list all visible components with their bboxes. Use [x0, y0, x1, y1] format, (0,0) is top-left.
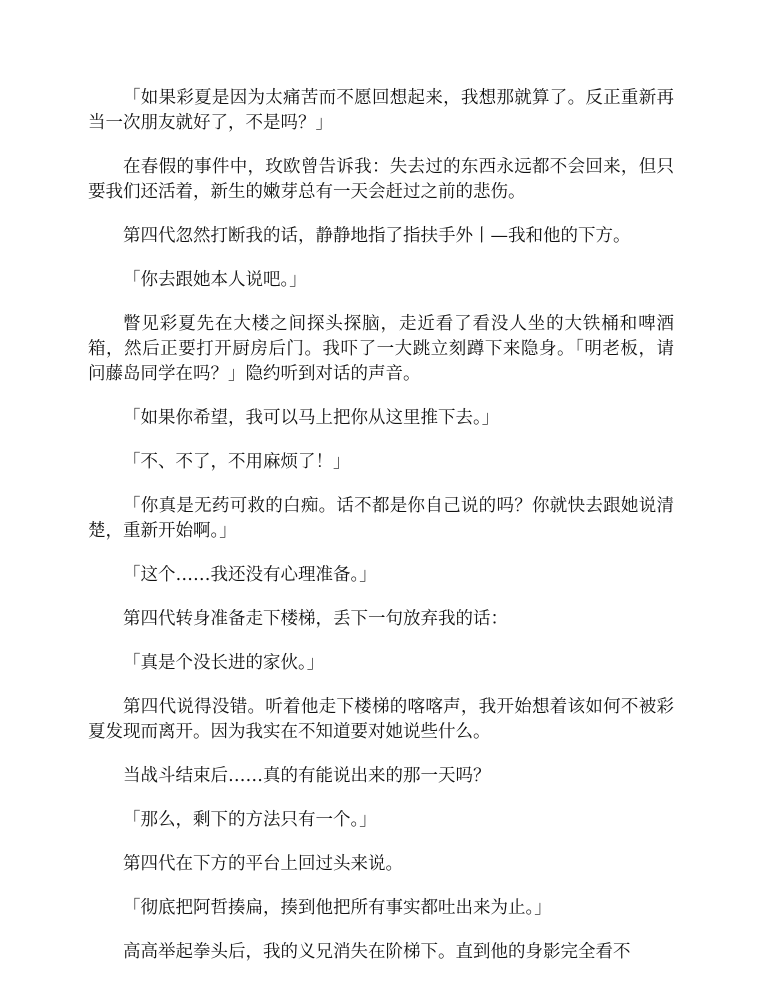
paragraph-16: 「彻底把阿哲揍扁，揍到他把所有事实都吐出来为止。」: [123, 898, 552, 918]
paragraph-12: 第四代说得没错。听着他走下楼梯的喀喀声，我开始想着该如何不被彩夏发现而离开。因为我实在不知道要对她说些什么。: [88, 697, 674, 742]
paragraph-17: 高高举起拳头后，我的义兄消失在阶梯下。直到他的身影完全看不: [123, 942, 631, 962]
page-body: [88, 86, 674, 984]
paragraph-14: 「那么，剩下的方法只有一个。」: [123, 810, 377, 830]
paragraph-11: 「真是个没长进的家伙。」: [123, 653, 325, 673]
paragraph-7: 「不、不了，不用麻烦了！」: [123, 452, 351, 472]
paragraph-9: 「这个……我还没有心理准备。」: [123, 565, 377, 585]
paragraph-8: 「你真是无药可救的白痴。话不都是你自己说的吗？你就快去跟她说清楚，重新开始啊。」: [88, 496, 674, 541]
paragraph-10: 第四代转身准备走下楼梯，丢下一句放弃我的话：: [123, 609, 508, 629]
paragraph-2: 在春假的事件中，玫欧曾告诉我：失去过的东西永远都不会回来，但只要我们还活着，新生的嫩芽总有一天会赶过之前的悲伤。: [88, 157, 674, 202]
paragraph-4: 「你去跟她本人说吧。」: [123, 270, 307, 290]
paragraph-15: 第四代在下方的平台上回过头来说。: [123, 854, 403, 874]
paragraph-3: 第四代忽然打断我的话，静静地指了指扶手外丨—我和他的下方。: [123, 226, 631, 246]
paragraph-1: 「如果彩夏是因为太痛苦而不愿回想起来，我想那就算了。反正重新再当一次朋友就好了，不是吗？」: [88, 88, 674, 133]
paragraph-5: 瞥见彩夏先在大楼之间探头探脑，走近看了看没人坐的大铁桶和啤酒箱，然后正要打开厨房后门。我吓了一大跳立刻蹲下来隐身。「明老板，请问藤岛同学在吗？」隐约听到对话的声音。: [88, 314, 674, 384]
paragraph-6: 「如果你希望，我可以马上把你从这里推下去。」: [123, 408, 500, 428]
paragraph-13: 当战斗结束后……真的有能说出来的那一天吗？: [123, 766, 491, 786]
